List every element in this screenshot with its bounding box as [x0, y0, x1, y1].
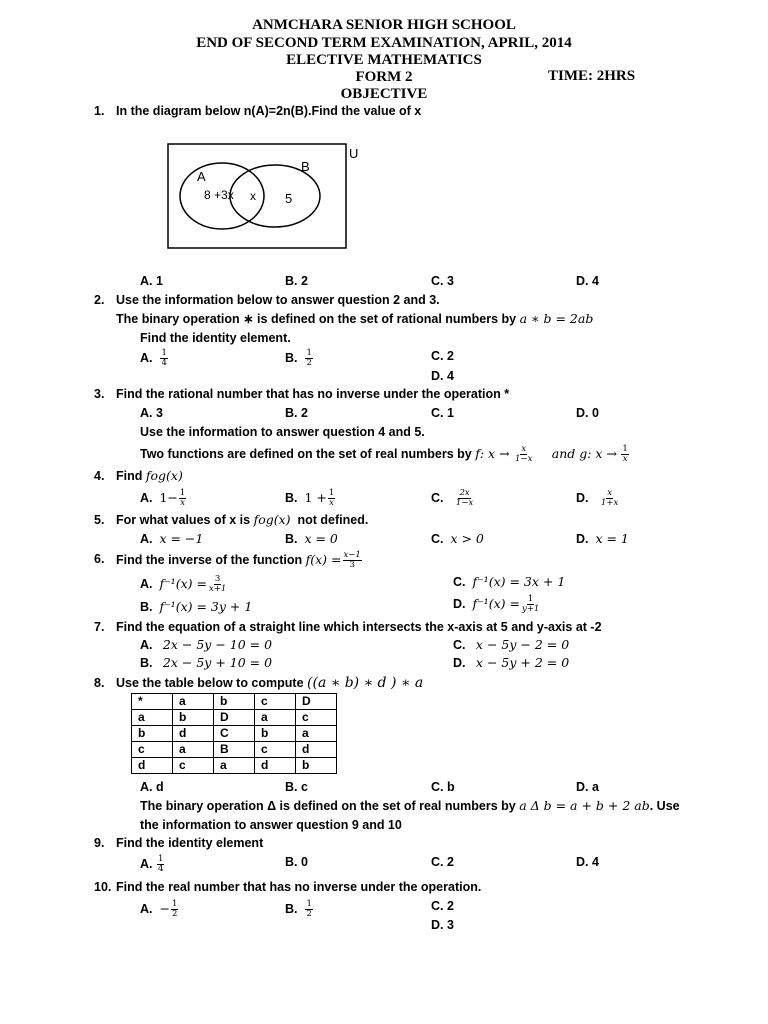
- table-cell: b: [296, 758, 337, 774]
- question-number: 9.: [94, 836, 105, 850]
- fraction: $\frac{x}{1-x}$: [515, 444, 533, 464]
- table-cell: d: [255, 758, 296, 774]
- option-a[interactable]: A. 1: [140, 274, 163, 288]
- question-text: Find the identity element: [116, 836, 264, 850]
- question-number: 8.: [94, 676, 105, 690]
- option-d[interactable]: D. 4: [431, 369, 454, 383]
- table-cell: a: [173, 742, 214, 758]
- option-d[interactable]: D. f⁻¹(x) = $\frac{1}{y+1}$: [453, 594, 540, 614]
- option-a[interactable]: A. − $\frac{1}{2}$: [140, 899, 178, 919]
- definition-text: The binary operation Δ is defined on the set of real numbers by a Δ b = a + b + 2 ab. Use: [140, 798, 680, 813]
- option-b[interactable]: B. $\frac{1}{2}$: [285, 348, 312, 368]
- fraction: $\frac{x}{1+x}$: [600, 488, 619, 508]
- question-number: 4.: [94, 469, 105, 483]
- fraction: $\frac{1}{2}$: [306, 348, 312, 368]
- question-number: 6.: [94, 552, 105, 566]
- definition-text: Two functions are defined on the set of real numbers by f: x → $\frac{x}{1-x}$ and g: x → $\frac{1}{x}$: [140, 444, 628, 464]
- question-number: 1.: [94, 104, 105, 118]
- set-a-label: A: [197, 169, 206, 184]
- table-cell: *: [132, 694, 173, 710]
- question-text: Find the identity element.: [140, 331, 291, 345]
- question-number: 10.: [94, 880, 112, 894]
- option-d[interactable]: D. a: [576, 780, 599, 794]
- option-b[interactable]: B. f⁻¹(x) = 3y + 1: [140, 599, 253, 614]
- fraction: $\frac{x-1}{3}$: [343, 550, 361, 570]
- table-cell: a: [132, 710, 173, 726]
- option-d[interactable]: D. 4: [576, 855, 599, 869]
- table-cell: d: [132, 758, 173, 774]
- table-row: [132, 726, 337, 742]
- fraction: $\frac{1}{x}$: [622, 444, 628, 464]
- option-b[interactable]: B. 1 + $\frac{1}{x}$: [285, 488, 335, 508]
- table-cell: b: [214, 694, 255, 710]
- option-c[interactable]: C. b: [431, 780, 455, 794]
- table-row: [132, 710, 337, 726]
- option-c[interactable]: C. 3: [431, 274, 454, 288]
- question-number: 3.: [94, 387, 105, 401]
- option-d[interactable]: D. x = 1: [576, 531, 629, 546]
- table-row: [132, 694, 337, 710]
- table-cell: b: [255, 726, 296, 742]
- table-cell: c: [255, 694, 296, 710]
- fraction: $\frac{1}{4}$: [157, 854, 164, 874]
- region-a-only: 8 +3x: [204, 188, 234, 202]
- time-label: TIME: 2HRS: [548, 68, 636, 84]
- option-b[interactable]: B. 2: [285, 274, 308, 288]
- info-text: Use the information to answer question 4 and 5.: [140, 425, 425, 439]
- question-text: Find the real number that has no inverse under the operation.: [116, 880, 482, 894]
- table-cell: c: [173, 758, 214, 774]
- question-text: Find the inverse of the function f(x) = $\frac{x-1}{3}$: [116, 550, 361, 570]
- option-a[interactable]: A. $\frac{1}{4}$: [140, 854, 164, 874]
- option-a[interactable]: A. 1− $\frac{1}{x}$: [140, 488, 186, 508]
- table-cell: d: [173, 726, 214, 742]
- option-c[interactable]: C. x > 0: [431, 531, 484, 546]
- question-number: 2.: [94, 293, 105, 307]
- option-a[interactable]: A. 2x − 5y − 10 = 0: [140, 637, 273, 652]
- question-text: Find fog(x): [116, 468, 183, 483]
- option-c[interactable]: C. 1: [431, 406, 454, 420]
- question-number: 5.: [94, 513, 105, 527]
- math-expression: a ∗ b = 2ab: [519, 311, 594, 326]
- fraction: $\frac{1}{x}$: [179, 488, 186, 508]
- option-a[interactable]: A. $\frac{1}{4}$: [140, 348, 167, 368]
- option-b[interactable]: B. c: [285, 780, 308, 794]
- table-row: [132, 758, 337, 774]
- option-b[interactable]: B. x = 0: [285, 531, 338, 546]
- option-b[interactable]: B. $\frac{1}{2}$: [285, 899, 312, 919]
- table-cell: D: [214, 710, 255, 726]
- question-number: 7.: [94, 620, 105, 634]
- table-cell: c: [255, 742, 296, 758]
- option-a[interactable]: A. x = −1: [140, 531, 204, 546]
- question-text: Find the rational number that has no inverse under the operation *: [116, 387, 510, 401]
- info-text: the information to answer question 9 and 10: [140, 818, 402, 832]
- option-b[interactable]: B. 2: [285, 406, 308, 420]
- set-b-label: B: [301, 159, 310, 174]
- table-cell: b: [132, 726, 173, 742]
- table-cell: B: [214, 742, 255, 758]
- fraction: $\frac{1}{x}$: [328, 488, 335, 508]
- question-text: In the diagram below n(A)=2n(B).Find the value of x: [116, 104, 422, 118]
- fraction: $\frac{1}{2}$: [306, 899, 312, 919]
- venn-diagram: [167, 143, 367, 255]
- option-a[interactable]: A. 3: [140, 406, 163, 420]
- subject-title: ELECTIVE MATHEMATICS: [286, 52, 482, 68]
- fraction: $\frac{1}{2}$: [171, 899, 178, 919]
- table-cell: d: [296, 742, 337, 758]
- table-cell: a: [255, 710, 296, 726]
- table-cell: c: [296, 710, 337, 726]
- option-a[interactable]: A. d: [140, 780, 164, 794]
- option-c[interactable]: C. x − 5y − 2 = 0: [453, 637, 570, 652]
- table-cell: a: [173, 694, 214, 710]
- school-name: ANMCHARA SENIOR HIGH SCHOOL: [252, 17, 516, 33]
- fraction: $\frac{3}{x+1}$: [208, 574, 227, 594]
- option-d[interactable]: D. 0: [576, 406, 599, 420]
- universal-set-label: U: [349, 146, 359, 161]
- option-b[interactable]: B. 0: [285, 855, 308, 869]
- option-c[interactable]: C. $\frac{2x}{1-x}$: [431, 488, 474, 508]
- fraction: $\frac{2x}{1-x}$: [455, 488, 474, 508]
- operation-table: [131, 693, 337, 774]
- option-d[interactable]: D. 3: [431, 918, 454, 932]
- form-label: FORM 2: [355, 69, 413, 85]
- fraction: $\frac{1}{4}$: [161, 348, 167, 368]
- info-text: Use the information below to answer question 2 and 3.: [116, 293, 440, 307]
- table-cell: a: [214, 758, 255, 774]
- option-c[interactable]: C. 2: [431, 855, 454, 869]
- exam-title: END OF SECOND TERM EXAMINATION, APRIL, 2014: [196, 35, 572, 51]
- definition-text: The binary operation ∗ is defined on the set of rational numbers by a ∗ b = 2ab: [116, 311, 594, 326]
- option-a[interactable]: A. f⁻¹(x) = $\frac{3}{x+1}$: [140, 574, 227, 594]
- section-title: OBJECTIVE: [340, 86, 428, 102]
- table-cell: c: [132, 742, 173, 758]
- question-text: For what values of x is fog(x) not defined.: [116, 512, 369, 527]
- table-row: [132, 742, 337, 758]
- table-cell: a: [296, 726, 337, 742]
- region-a-and-b: x: [250, 189, 256, 203]
- question-text: Find the equation of a straight line which intersects the x-axis at 5 and y-axis at -2: [116, 620, 602, 634]
- option-c[interactable]: C. f⁻¹(x) = 3x + 1: [453, 574, 566, 589]
- option-d[interactable]: D. $\frac{x}{1+x}$: [576, 488, 619, 508]
- question-text: Use the table below to compute ((a ∗ b) ∗ d ) ∗ a: [116, 675, 424, 691]
- option-c[interactable]: C. 2: [431, 899, 454, 913]
- option-d[interactable]: D. 4: [576, 274, 599, 288]
- set-b-circle: [230, 165, 320, 227]
- table-cell: D: [296, 694, 337, 710]
- fraction: $\frac{1}{y+1}$: [521, 594, 540, 614]
- option-b[interactable]: B. 2x − 5y + 10 = 0: [140, 655, 273, 670]
- table-cell: C: [214, 726, 255, 742]
- option-d[interactable]: D. x − 5y + 2 = 0: [453, 655, 570, 670]
- option-c[interactable]: C. 2: [431, 349, 454, 363]
- region-b-only: 5: [285, 191, 293, 206]
- table-cell: b: [173, 710, 214, 726]
